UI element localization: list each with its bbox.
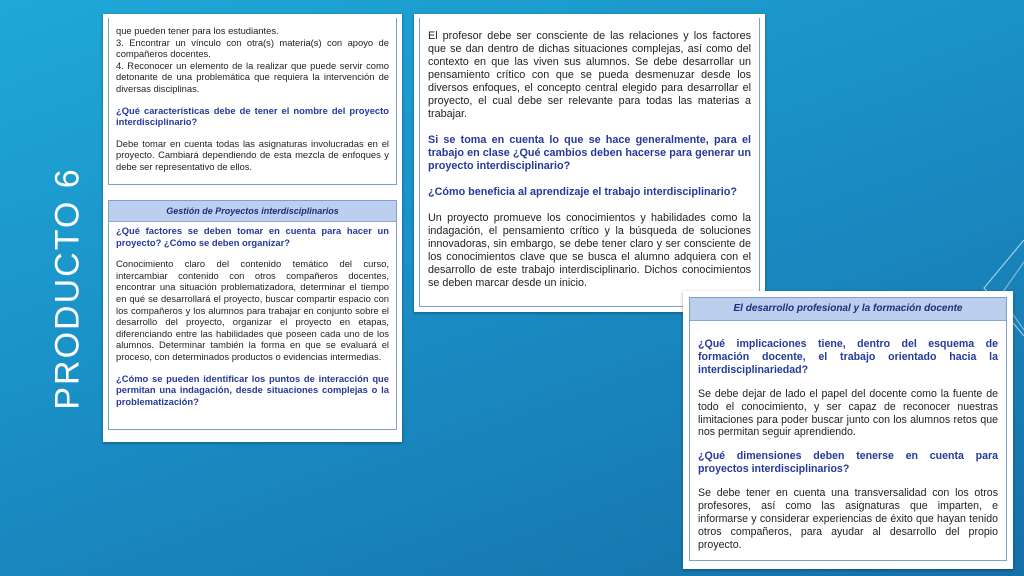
card1-answer-2: Conocimiento claro del contenido temático del curso, intercambiar contenido con otros compañeros docentes, encontrar una situación problematizadora, determinar el tiempo en qué se desarrollará el proyecto, buscar compartir espacio con los compañeros y los alumnos para trabajar en conjunto sobre el desarrollo del proyecto, organizar el proyecto en etapas, diferenciando entre las habilidades que poseen cada uno de los alumnos. Determinar también la forma en que se evaluará el proceso, con determinados productos o evidencias intermedias. (116, 258, 389, 362)
document-card-1 (103, 14, 402, 442)
card1-answer-1: Debe tomar en cuenta todas las asignaturas involucradas en el proyecto. Cambiará dependiendo de esta mezcla de enfoques y debe ser representativo de ellos. (116, 137, 389, 172)
card3-question-2: ¿Qué dimensiones deben tenerse en cuenta para proyectos interdisciplinarios? (698, 450, 998, 476)
card1-top-box (108, 18, 397, 185)
card1-section-header: Gestión de Proyectos interdisciplinarios (109, 201, 396, 222)
card3-section-header: El desarrollo profesional y la formación docente (690, 298, 1006, 321)
document-card-2 (414, 14, 765, 312)
card1-question-3: ¿Cómo se pueden identificar los puntos de interacción que permitan una indagación, desde situaciones complejas o la problematización? (116, 372, 389, 407)
card3-box (689, 297, 1007, 561)
card1-question-2: ¿Qué factores se deben tomar en cuenta para hacer un proyecto? ¿Cómo se deben organizar? (116, 225, 389, 248)
card3-answer-2: Se debe tener en cuenta una transversalidad con los otros profesores, así como las asignaturas que imparten, e informarse y considerar experiencias de éxito que hayan tenido otros compañeros, para ayudar al desarrollo del propio proyecto. (698, 487, 998, 551)
card2-question-1: Si se toma en cuenta lo que se hace generalmente, para el trabajo en clase ¿Qué cambios deben hacerse para generar un proyecto interdisciplinario? (428, 134, 751, 172)
card1-top-paragraph: 3. Encontrar un vínculo con otra(s) materia(s) con apoyo de compañeros docentes. (116, 36, 389, 60)
card2-question-2: ¿Cómo beneficia al aprendizaje el trabajo interdisciplinario? (428, 186, 737, 198)
card2-answer-2: Un proyecto promueve los conocimientos y habilidades como la indagación, el pensamiento crítico y la búsqueda de soluciones innovadoras, sin embargo, se debe tener claro y ser consciente de los conocimientos clave que se busca el alumno adquiera con el desarrollo de este trabajo interdisciplinario. Dichos conocimientos se deben marcar desde un inicio. (428, 212, 751, 289)
card1-top-paragraph: 4. Reconocer un elemento de la realizar que puede servir como detonante de una problemática que requiera la intervención de diversas disciplinas. (116, 59, 389, 94)
slide-title: PRODUCTO 6 (48, 166, 87, 410)
card1-question-1: ¿Qué características debe de tener el nombre del proyecto interdisciplinario? (116, 104, 389, 128)
card2-box (419, 18, 760, 307)
card1-bottom-box (108, 200, 397, 430)
card3-answer-1: Se debe dejar de lado el papel del docente como la fuente de todo el conocimiento, y ser capaz de reconocer nuestras limitaciones para poder buscar junto con los alumnos retos que nos permitan seguir aprendiendo. (698, 387, 998, 439)
card2-paragraph-1: El profesor debe ser consciente de las relaciones y los factores que se dan dentro de dichas situaciones complejas, así como del contexto en que las viven sus alumnos. Se debe desarrollar un pensamiento crítico con que se pueda desmenuzar desde los diversos enfoques, el concepto central elegido para desarrollar el proyecto, el cual debe ser relevante para todas las materias a trabajar. (428, 30, 751, 120)
card1-top-paragraph: que pueden tener para los estudiantes. (116, 25, 279, 36)
document-card-3 (683, 291, 1013, 569)
card3-question-1: ¿Qué implicaciones tiene, dentro del esquema de formación docente, el trabajo orientado hacia la interdisciplinariedad? (698, 338, 998, 376)
